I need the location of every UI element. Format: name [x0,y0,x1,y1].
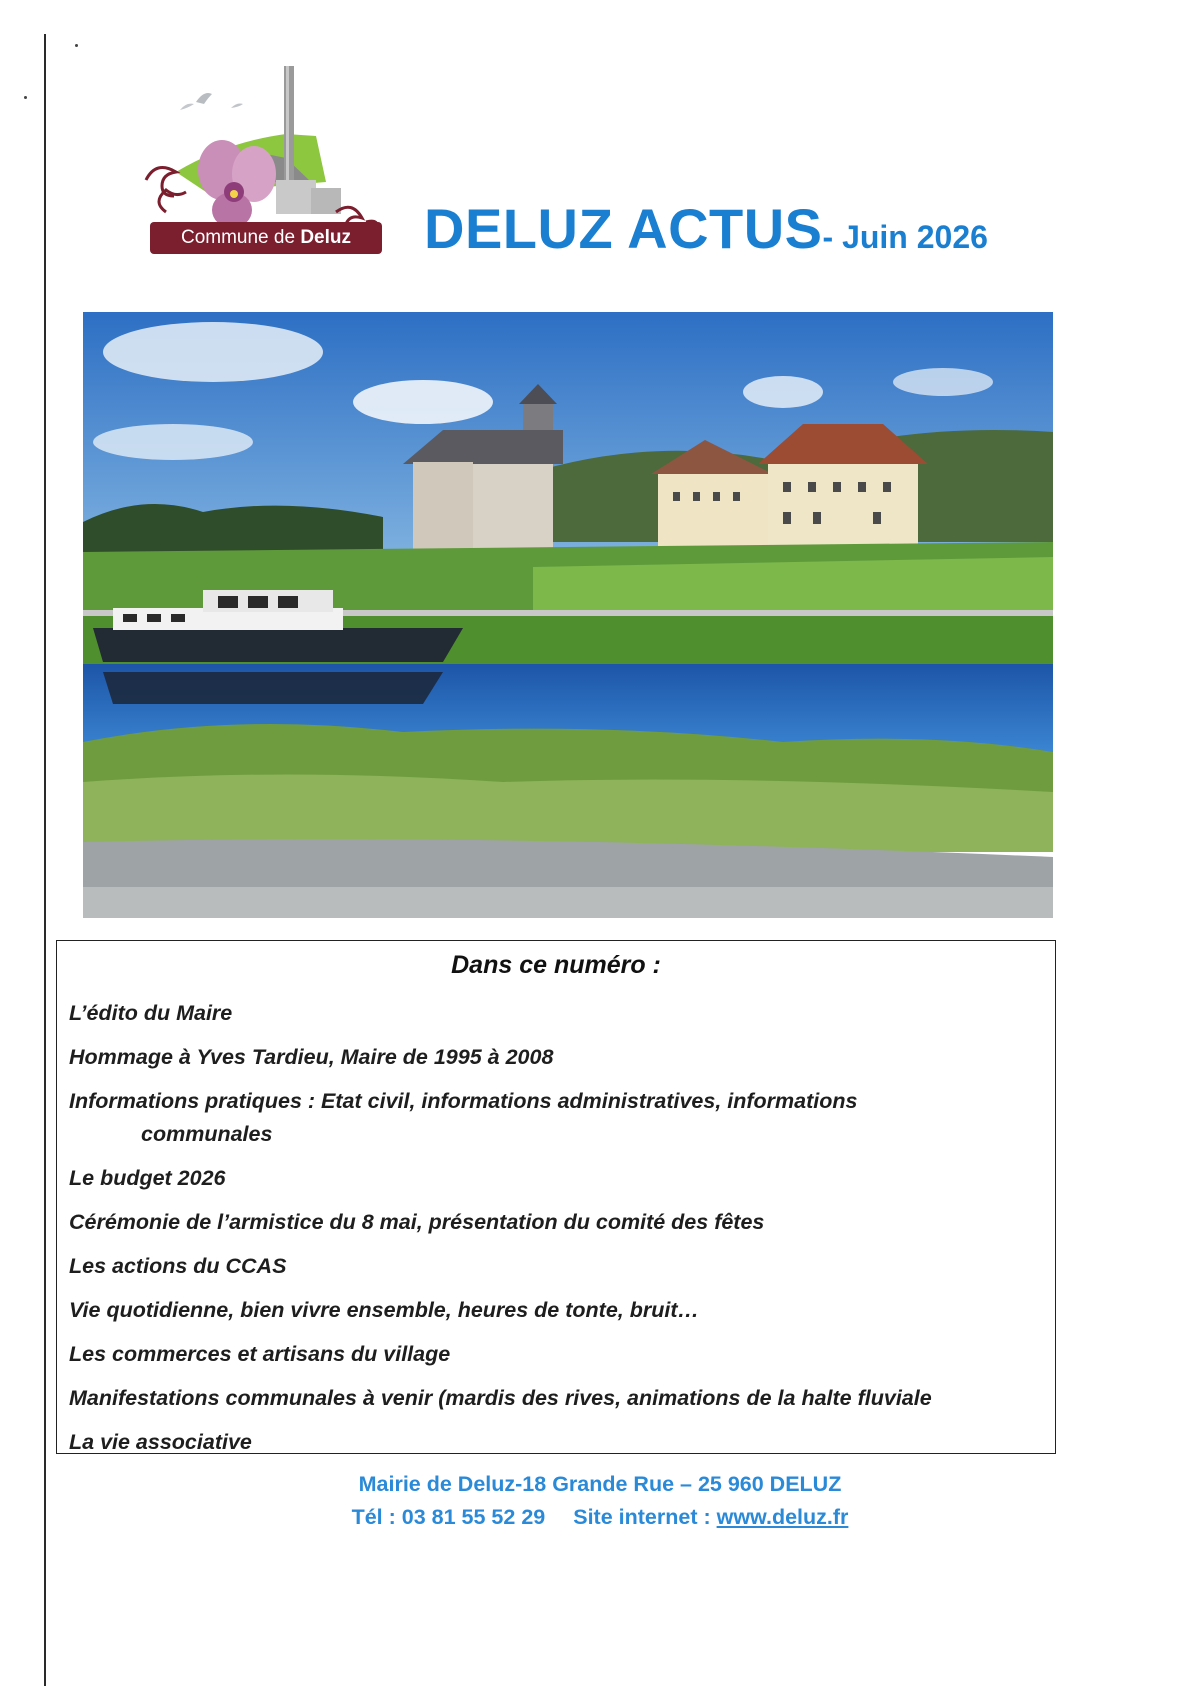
contents-item [69,1382,1044,1415]
contents-item [69,1294,1044,1327]
contents-item [69,1206,1044,1239]
newsletter-masthead [424,196,988,261]
footer-contact [150,1505,1050,1530]
contents-item [69,1162,1044,1195]
contents-box [56,940,1056,1454]
scan-border-line [44,34,46,1686]
scan-speck [75,44,78,47]
contents-item-text: La vie associative [69,1430,252,1454]
contents-item [69,1041,1044,1074]
issue-date: - Juin 2026 [822,219,988,255]
contents-item-text: Les commerces et artisans du village [69,1342,451,1366]
contents-item-text: Cérémonie de l’armistice du 8 mai, présentation du comité des fêtes [69,1210,765,1234]
scan-speck [24,96,27,99]
contents-heading: Dans ce numéro : [451,951,661,979]
logo-label [150,222,382,254]
contents-item [69,997,1044,1030]
contents-item-text: Vie quotidienne, bien vivre ensemble, heures de tonte, bruit… [69,1298,699,1322]
contents-item [69,1338,1044,1371]
contents-item [69,1250,1044,1283]
footer-phone: Tél : 03 81 55 52 29 [351,1505,546,1529]
logo-label-name: Deluz [300,227,352,248]
contents-item [69,1085,1044,1151]
footer-address: Mairie de Deluz-18 Grande Rue – 25 960 DELUZ [358,1472,842,1496]
contents-item [69,1426,1044,1459]
cover-photo [83,312,1053,918]
contents-item-text: Manifestations communales à venir (mardis des rives, animations de la halte fluviale [69,1386,932,1410]
village-canal-illustration [83,312,1053,918]
contents-item-text: Le budget 2026 [69,1166,226,1190]
logo-label-prefix: Commune de [180,227,301,248]
commune-logo [136,62,416,262]
website-link[interactable]: www.deluz.fr [716,1505,849,1529]
footer-site-label: Site internet : [573,1505,717,1529]
newsletter-title: DELUZ ACTUS [424,197,823,260]
contents-item-text: L’édito du Maire [69,1001,233,1025]
contents-list [69,997,1044,1470]
contents-item-text: Hommage à Yves Tardieu, Maire de 1995 à 2008 [69,1045,554,1069]
contents-item-continuation: communales [141,1122,273,1146]
contents-item-text: Informations pratiques : Etat civil, informations administratives, informations [69,1089,858,1113]
contents-item-text: Les actions du CCAS [69,1254,287,1278]
